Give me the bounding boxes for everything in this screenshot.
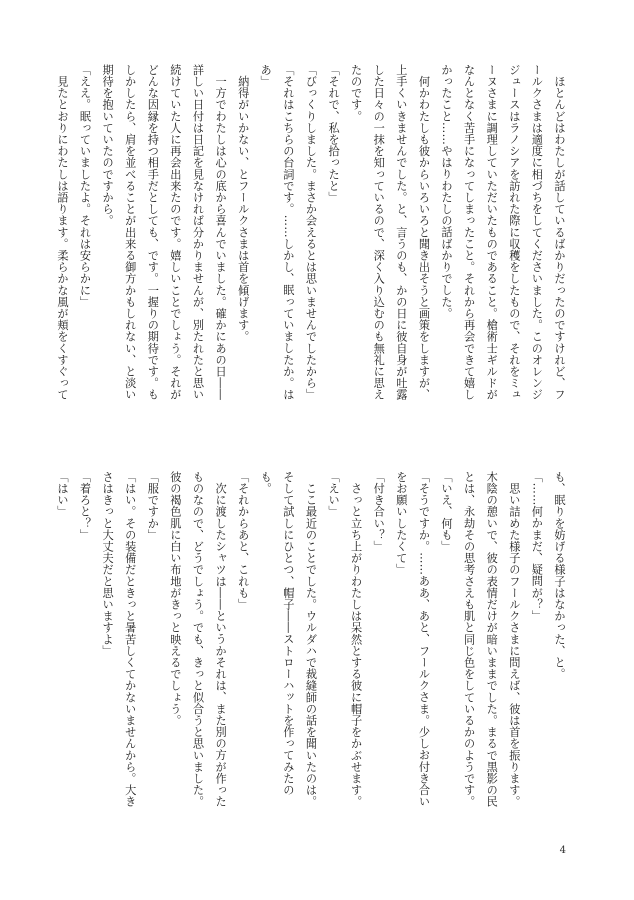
page-number: 4 bbox=[559, 845, 566, 856]
text-line: 続けていた人に再会出来たのです。嬉しいことでしょう。それが bbox=[168, 64, 182, 401]
text-line: たのです。 bbox=[349, 64, 363, 122]
text-line: 「えい」 bbox=[327, 471, 341, 518]
text-line: 「……何かまだ、疑問が？」 bbox=[530, 471, 544, 622]
text-line: ジュースはラノシアを訪れた際に収穫をしたもので、それをミュ bbox=[507, 64, 521, 401]
text-line: 次に渡したシャツは――というかそれは、また別の方が作った bbox=[214, 471, 228, 808]
text-line: さはきっと大丈夫だと思いますよ」 bbox=[101, 471, 115, 657]
text-line: あ」 bbox=[259, 64, 273, 88]
text-line: 「服ですか」 bbox=[146, 471, 160, 541]
text-line: 木陰の憩いで、彼の表情だけが暗いままでした。まるで黒影の民 bbox=[485, 471, 499, 808]
text-line: かったこと……やはりわたしの話ばかりでした。 bbox=[440, 64, 454, 320]
text-line: ものなので、どうでしょう。でも、きっと似合うと思いました。 bbox=[191, 471, 205, 808]
text-line: も、眠りを妨げる様子はなかった、と。 bbox=[553, 471, 566, 680]
text-line: 一方でわたしは心の底から喜んでいました。確かにあの日―― bbox=[214, 64, 228, 401]
text-line: 何かわたしも彼からいろいろと聞き出そうと画策をしますが、 bbox=[417, 64, 431, 401]
text-line: しかしたら、肩を並べることが出来る御方かもしれない、と淡い bbox=[123, 64, 137, 401]
text-line: ールクさまは適度に相づちをしてくださいました。このオレンジ bbox=[530, 64, 544, 401]
text-line: 期待を抱いていたのですから。 bbox=[101, 64, 115, 227]
text-line: ーヌさまに調理していただいたものであること。槍術士ギルドが bbox=[485, 64, 499, 401]
upper-text-block bbox=[55, 64, 570, 466]
text-line: 詳しい日付は日記を見なければ分かりませんが、別たれたと思い bbox=[191, 64, 205, 401]
text-line: も。 bbox=[259, 471, 273, 495]
lower-text-block bbox=[55, 471, 570, 841]
text-line: 「びっくりしました。まさか会えるとは思いませんでしたから」 bbox=[304, 64, 318, 401]
text-line: 「いえ、何も」 bbox=[440, 471, 454, 553]
text-line: をお願いしたくて」 bbox=[394, 471, 408, 576]
text-line: 「それで、私を拾ったと」 bbox=[327, 64, 341, 204]
text-line: 「はい」 bbox=[55, 471, 69, 518]
text-line: どんな因縁を持つ相手だとしても、です。一握りの期待です。も bbox=[146, 64, 160, 401]
text-line: ここ最近のことでした。ウルダハで裁縫師の話を聞いたのは。 bbox=[304, 471, 318, 808]
text-line: ほとんどはわたしが話しているばかりだったのですけれど、フ bbox=[553, 64, 566, 401]
text-line: さっと立ち上がりわたしは呆然とする彼に帽子をかぶせます。 bbox=[349, 471, 363, 808]
text-line: そして試しにひとつ、帽子――ストローハットを作ってみたの bbox=[281, 471, 295, 796]
text-line: とは、永劫その思考さえも肌と同じ色をしているかのようです。 bbox=[462, 471, 476, 808]
text-line: 上手くいきませんでした。と、言うのも、かの日に彼自身が吐露 bbox=[394, 64, 408, 401]
text-line: 思い詰めた様子のフールクさまに問えば、彼は首を振ります。 bbox=[507, 471, 521, 808]
text-line: 彼の褐色肌に白い布地がきっと映えるでしょう。 bbox=[168, 471, 182, 727]
text-line: 「それからあと、これも」 bbox=[236, 471, 250, 611]
text-line: した日々の一抹を知っているので、深く入り込むのも無礼に思え bbox=[372, 64, 386, 401]
text-line: 「そうですか。……ああ、あと、フールクさま。少しお付き合い bbox=[417, 471, 431, 808]
text-line: 「はい。その装備だときっと暑苦しくてかないませんから。大き bbox=[123, 471, 137, 808]
text-line: 「付き合い？」 bbox=[372, 471, 386, 553]
text-line: 「ええ。眠っていましたよ。それは安らかに」 bbox=[78, 64, 92, 308]
text-line: なんとなく苦手になってしまったこと。それから再会できて嬉し bbox=[462, 64, 476, 401]
text-line: 「それはこちらの台詞です。……しかし、眠っていましたか。は bbox=[281, 64, 295, 401]
text-line: 納得がいかない、とフールクさまは首を傾げます。 bbox=[236, 64, 250, 343]
text-line: 「着ろと？」 bbox=[78, 471, 92, 541]
text-line: 見たとおりにわたしは語ります。柔らかな風が頬をくすぐって bbox=[55, 64, 69, 401]
